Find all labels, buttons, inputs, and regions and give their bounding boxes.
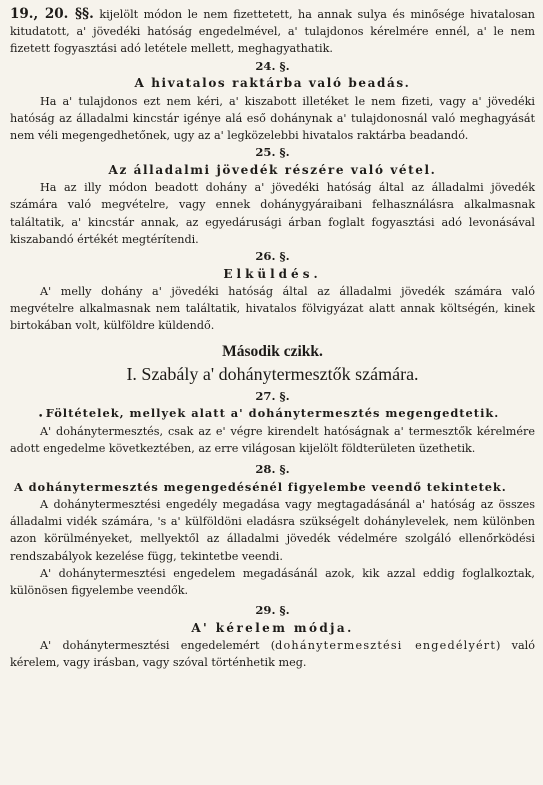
section-reference: 19., 20. §§.: [10, 6, 94, 22]
section-29-text: [10, 637, 535, 671]
section-25-text: Ha az illy módon beadott dohány a' jövedéki hatóság által az álladalmi jövedék számára való megvételre, vagy ennek dohánygyáraibani felhasználásra alkalmasnak találtatik, a' kincstár annak, az egyedárusági árban foglalt fogyasztási adó levonásával kiszabandó értékét megtérítendi.: [10, 181, 535, 246]
section-29-text-part: ) való kérelem, vagy irásban, vagy szóval történhetik meg.: [10, 639, 535, 670]
chapter-title: I. Szabály a' dohánytermesztők számára.: [126, 363, 419, 384]
section-24-title: A hivatalos raktárba való beadás.: [134, 76, 411, 91]
section-28-text-1: A dohánytermesztési engedély megadása vagy megtagadásánál a' hatóság az összes álladalmi vidék számára, 's a' külföldöni eladásra szükségelt dohánylevelek, nem különben azon körülményeket, mellyektől az álladalmi jövedék védelmére szolgáló ellenőrködési rendszabályok kezelése függ, tekintetbe veendi.: [10, 498, 535, 563]
section-29-spaced-term: dohánytermesztési engedélyért: [275, 639, 497, 653]
section-25-title: Az álladalmi jövedék részére való vétel.: [108, 162, 437, 177]
stray-mark: •: [38, 412, 44, 422]
section-29-number: 29. §.: [255, 603, 290, 618]
section-27-number: 27. §.: [255, 388, 290, 403]
paragraph-text: kijelölt módon le nem fizettetett, ha annak sulya és minősége hivatalosan kitudatott, a' jövedéki hatóság engedelmével, a' tulajdonos kérelmére ennél, a' le nem fizetett fogyasztási adó letétele mellett, meghagyathatik.: [10, 8, 535, 56]
section-24-text: Ha a' tulajdonos ezt nem kéri, a' kiszabott illetéket le nem fizeti, vagy a' jövedéki hatóság az álladalmi kincstár igénye alá eső dohánynak a' tulajdonosnál való meghagyását nem véli megengedhetőnek, ugy az a' legközelebbi hivatalos raktárba beadandó.: [10, 94, 535, 143]
section-26-number: 26. §.: [255, 249, 290, 264]
chapter-heading: Második czikk.: [222, 342, 323, 360]
section-28-title: A dohánytermesztés megengedésénél figyelembe veendő tekintetek.: [14, 479, 507, 494]
paragraph-continuation: [10, 6, 535, 58]
section-26-title: Elküldés.: [223, 266, 322, 281]
section-27-text: A' dohánytermesztés, csak az e' végre kirendelt hatóságnak a' termesztők kérelmére adott engedelme következtében, az erre világosan kijelölt földterületen üzethetik.: [10, 424, 535, 455]
section-24-number: 24. §.: [255, 58, 290, 73]
section-28-number: 28. §.: [255, 462, 290, 477]
section-26-text: A' melly dohány a' jövedéki hatóság által az álladalmi jövedék számára való megvételre alkalmasnak nem találtatik, hivatalos fölvigyázat alatt annak költségén, kinek birtokában volt, külföldre küldendő.: [10, 285, 535, 333]
section-27-title: Föltételek, mellyek alatt a' dohánytermesztés megengedtetik.: [45, 406, 500, 421]
section-29-text-part: A' dohánytermesztési engedelemért (: [40, 639, 276, 653]
section-29-title: A' kérelem módja.: [191, 620, 354, 635]
section-28-text-2: A' dohánytermesztési engedelem megadásánál azok, kik azzal eddig foglalkoztak, különösen figyelembe veendők.: [10, 566, 535, 598]
section-25-number: 25. §.: [255, 145, 290, 160]
